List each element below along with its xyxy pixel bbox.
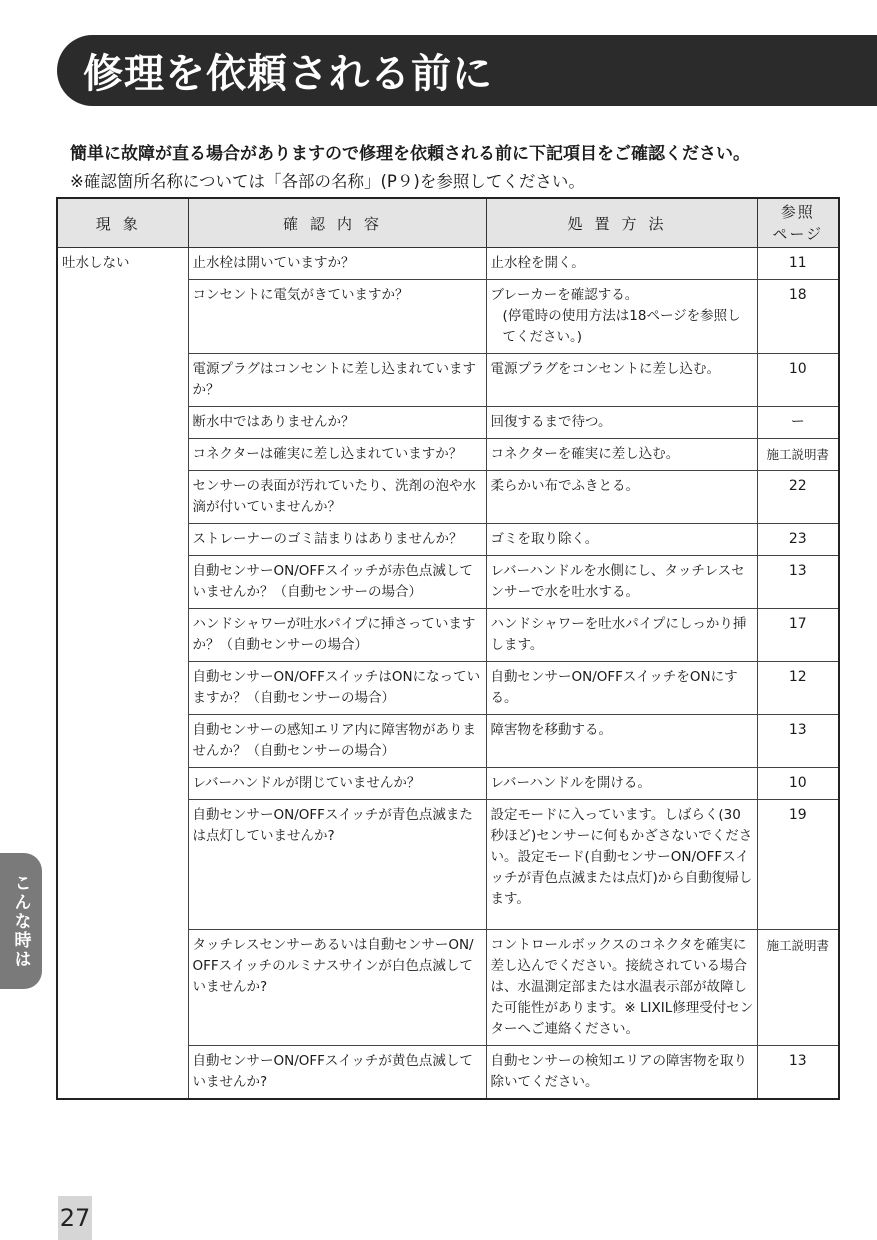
page-ref-cell: 13 <box>757 715 839 768</box>
check-cell: コンセントに電気がきていますか？ <box>188 280 486 354</box>
intro <box>70 142 840 194</box>
remedy-cell: レバーハンドルを水側にし、タッチレスセンサーで水を吐水する。 <box>486 556 757 609</box>
page-number: 27 <box>58 1196 92 1240</box>
page-ref-cell: 12 <box>757 662 839 715</box>
header-ref-line2: ページ <box>772 225 824 243</box>
remedy-cell: コントロールボックスのコネクタを確実に差し込んでください。接続されている場合は、水温測定部または水温表示部が故障した可能性があります。※ LIXIL修理受付センターへご連絡ください。 <box>486 930 757 1046</box>
check-cell: 自動センサーの感知エリア内に障害物がありませんか？（自動センサーの場合） <box>188 715 486 768</box>
remedy-cell: 電源プラグをコンセントに差し込む。 <box>486 354 757 407</box>
check-cell: 自動センサーON/OFFスイッチが黄色点滅していませんか? <box>188 1046 486 1100</box>
page-ref-cell: 19 <box>757 800 839 930</box>
intro-note: ※確認箇所名称については「各部の名称」(P９)を参照してください。 <box>70 172 585 191</box>
check-cell: ハンドシャワーが吐水パイプに挿さっていますか？（自動センサーの場合） <box>188 609 486 662</box>
remedy-cell: ハンドシャワーを吐水パイプにしっかり挿します。 <box>486 609 757 662</box>
remedy-cell: 設定モードに入っています。しばらく(30秒ほど)センサーに何もかざさないでください。設定モード(自動センサーON/OFFスイッチが青色点滅または点灯)から自動復帰します。 <box>486 800 757 930</box>
remedy-cell: 自動センサーON/OFFスイッチをONにする。 <box>486 662 757 715</box>
check-cell: タッチレスセンサーあるいは自動センサーON/OFFスイッチのルミナスサインが白色点滅していませんか? <box>188 930 486 1046</box>
side-tab-label: こんな時は <box>10 873 31 969</box>
page-ref-cell: 11 <box>757 248 839 280</box>
remedy-cell: ゴミを取り除く。 <box>486 524 757 556</box>
phenomenon-cell: 吐水しない <box>57 248 188 1100</box>
remedy-cell: 止水栓を開く。 <box>486 248 757 280</box>
remedy-text: ブレーカーを確認する。 <box>490 287 639 303</box>
header-check: 確認内容 <box>188 198 486 248</box>
header-ref-line1: 参照 <box>780 203 815 221</box>
table-header-row <box>57 198 839 248</box>
intro-text: 簡単に故障が直る場合がありますので修理を依頼される前に下記項目をご確認ください。 <box>70 144 750 164</box>
remedy-cell: 回復するまで待つ。 <box>486 407 757 439</box>
remedy-cell: コネクターを確実に差し込む。 <box>486 439 757 471</box>
table-row <box>57 248 839 280</box>
title-bar <box>57 35 877 106</box>
check-cell: 止水栓は開いていますか？ <box>188 248 486 280</box>
remedy-cell: レバーハンドルを開ける。 <box>486 768 757 800</box>
remedy-cell: 柔らかい布でふきとる。 <box>486 471 757 524</box>
page-ref-cell: 10 <box>757 354 839 407</box>
check-cell: ストレーナーのゴミ詰まりはありませんか？ <box>188 524 486 556</box>
check-cell: 自動センサーON/OFFスイッチが赤色点滅していませんか？（自動センサーの場合） <box>188 556 486 609</box>
remedy-cell <box>486 280 757 354</box>
page-ref-cell: 17 <box>757 609 839 662</box>
check-cell: センサーの表面が汚れていたり、洗剤の泡や水滴が付いていませんか？ <box>188 471 486 524</box>
troubleshooting-table <box>56 197 840 1100</box>
check-cell: 自動センサーON/OFFスイッチはONになっていますか？（自動センサーの場合） <box>188 662 486 715</box>
check-cell: 自動センサーON/OFFスイッチが青色点滅または点灯していませんか? <box>188 800 486 930</box>
remedy-cell: 自動センサーの検知エリアの障害物を取り除いてください。 <box>486 1046 757 1100</box>
header-phenomenon: 現象 <box>57 198 188 248</box>
page-ref-cell: 13 <box>757 1046 839 1100</box>
check-cell: レバーハンドルが閉じていませんか？ <box>188 768 486 800</box>
page-ref-cell: 22 <box>757 471 839 524</box>
side-tab <box>0 853 42 989</box>
check-cell: 断水中ではありませんか？ <box>188 407 486 439</box>
page-ref-cell: 施工説明書 <box>757 439 839 471</box>
page-ref-cell: ー <box>757 407 839 439</box>
page-ref-cell: 施工説明書 <box>757 930 839 1046</box>
page-ref-cell: 13 <box>757 556 839 609</box>
header-remedy: 処置方法 <box>486 198 757 248</box>
remedy-note: (停電時の使用方法は18ページを参照してください。) <box>502 308 741 345</box>
check-cell: 電源プラグはコンセントに差し込まれていますか？ <box>188 354 486 407</box>
page-ref-cell: 10 <box>757 768 839 800</box>
header-reference-page <box>757 198 839 248</box>
check-cell: コネクターは確実に差し込まれていますか？ <box>188 439 486 471</box>
page-ref-cell: 23 <box>757 524 839 556</box>
remedy-cell: 障害物を移動する。 <box>486 715 757 768</box>
page-title: 修理を依頼される前に <box>83 51 493 97</box>
page-ref-cell: 18 <box>757 280 839 354</box>
